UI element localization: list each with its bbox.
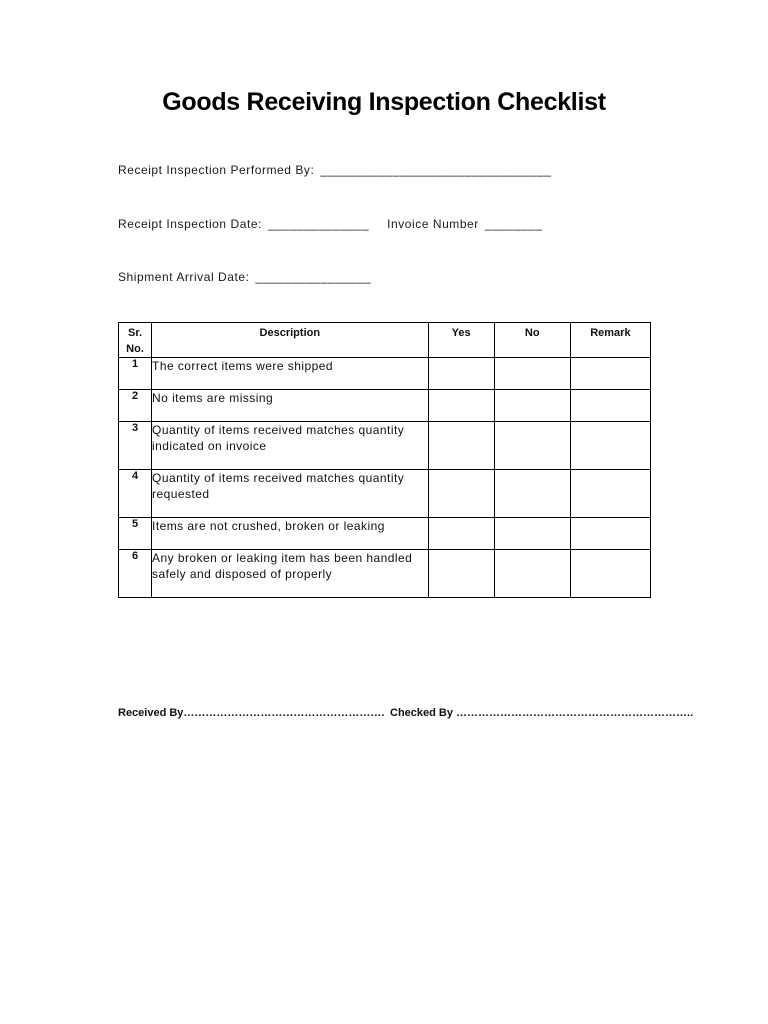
no-cell[interactable] [494, 358, 570, 390]
inspection-date-blank[interactable]: ______________ [267, 217, 370, 231]
received-by-line[interactable]: Received By………………………………………………. [118, 707, 385, 719]
remark-cell[interactable] [570, 470, 650, 518]
checked-by-line[interactable]: Checked By ……………………………………………………….. [390, 707, 694, 719]
row-description: Items are not crushed, broken or leaking [152, 518, 429, 550]
row-sr-number: 1 [119, 358, 152, 390]
table-row [119, 470, 651, 518]
arrival-date-field [118, 270, 371, 284]
yes-cell[interactable] [428, 390, 494, 422]
row-sr-number: 2 [119, 390, 152, 422]
no-cell[interactable] [494, 470, 570, 518]
table-row [119, 390, 651, 422]
inspection-date-label: Receipt Inspection Date: [118, 217, 262, 231]
remark-cell[interactable] [570, 550, 650, 598]
remark-cell[interactable] [570, 358, 650, 390]
header-no: No [494, 323, 570, 358]
yes-cell[interactable] [428, 470, 494, 518]
row-description: The correct items were shipped [152, 358, 429, 390]
arrival-date-label: Shipment Arrival Date: [118, 270, 250, 284]
performed-by-blank[interactable]: ________________________________ [320, 163, 552, 177]
inspection-date-field [118, 217, 543, 231]
row-sr-number: 4 [119, 470, 152, 518]
table-row [119, 422, 651, 470]
page-title: Goods Receiving Inspection Checklist [162, 88, 606, 116]
table-header-row [119, 323, 651, 358]
performed-by-field [118, 163, 552, 177]
yes-cell[interactable] [428, 518, 494, 550]
performed-by-label: Receipt Inspection Performed By: [118, 163, 315, 177]
table-row [119, 358, 651, 390]
arrival-date-blank[interactable]: ________________ [255, 270, 372, 284]
header-sr-label: Sr. [127, 327, 143, 339]
no-cell[interactable] [494, 550, 570, 598]
row-description: Quantity of items received matches quantity indicated on invoice [152, 422, 429, 470]
header-description: Description [152, 323, 429, 358]
invoice-number-blank[interactable]: ________ [484, 217, 543, 231]
invoice-number-label: Invoice Number [387, 217, 479, 231]
no-cell[interactable] [494, 518, 570, 550]
row-sr-number: 6 [119, 550, 152, 598]
yes-cell[interactable] [428, 550, 494, 598]
header-yes: Yes [428, 323, 494, 358]
row-sr-number: 3 [119, 422, 152, 470]
yes-cell[interactable] [428, 422, 494, 470]
header-sr-no [119, 323, 152, 358]
inspection-checklist-table [118, 322, 651, 598]
row-description: No items are missing [152, 390, 429, 422]
row-sr-number: 5 [119, 518, 152, 550]
row-description: Quantity of items received matches quantity requested [152, 470, 429, 518]
table-row [119, 550, 651, 598]
no-cell[interactable] [494, 390, 570, 422]
table-row [119, 518, 651, 550]
row-description: Any broken or leaking item has been handled safely and disposed of properly [152, 550, 429, 598]
header-remark: Remark [570, 323, 650, 358]
remark-cell[interactable] [570, 422, 650, 470]
header-no-label: No. [126, 343, 144, 355]
remark-cell[interactable] [570, 518, 650, 550]
remark-cell[interactable] [570, 390, 650, 422]
yes-cell[interactable] [428, 358, 494, 390]
no-cell[interactable] [494, 422, 570, 470]
